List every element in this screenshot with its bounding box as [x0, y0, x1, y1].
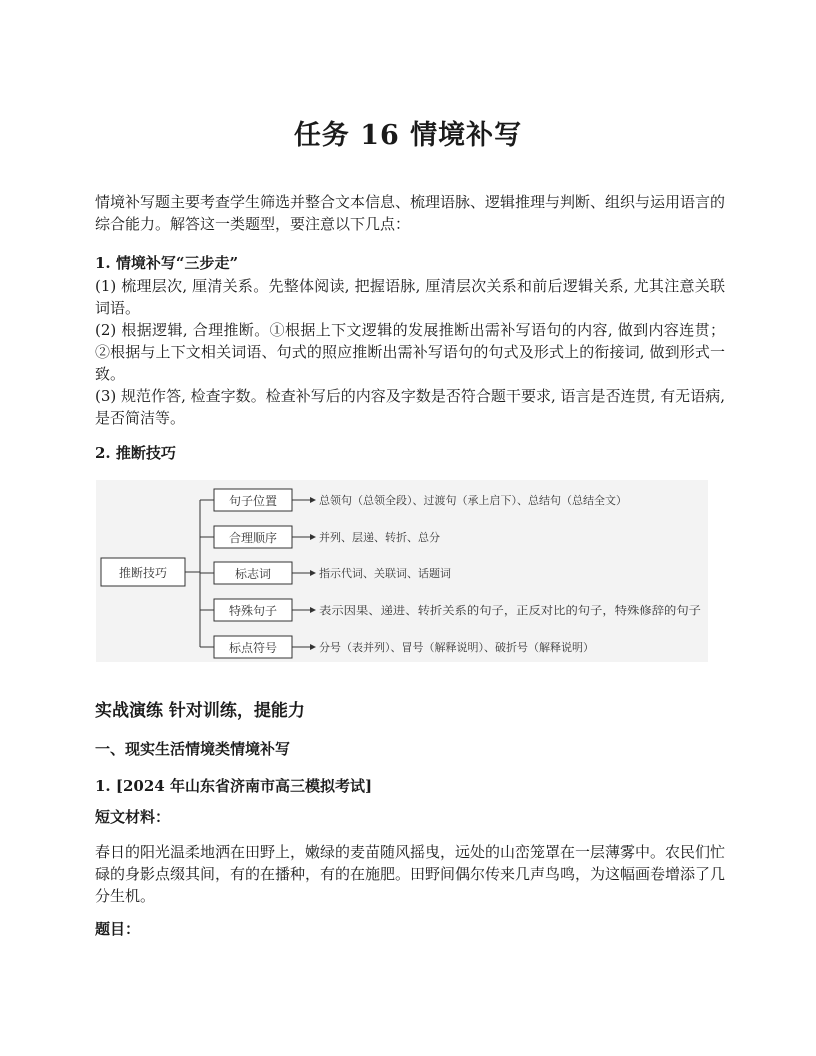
section1-item-2: (2) 根据逻辑, 合理推断。①根据上下文逻辑的发展推断出需补写语句的内容, 做到内容连贯；②根据与上下文相关词语、句式的照应推断出需补写语句的句式及形式上的衔接词, 做到形式一致。 — [95, 321, 725, 383]
question-label: 1. [2024 年山东省济南市高三模拟考试] — [95, 777, 373, 795]
diagram-branch-label-3: 标志词 — [234, 567, 272, 581]
intro-paragraph: 情境补写题主要考查学生筛选并整合文本信息、梳理语脉、逻辑推理与判断、组织与运用语言的综合能力。解答这一类题型，要注意以下几点： — [95, 193, 726, 233]
diagram-branch-desc-3: 指示代词、关联词、话题词 — [319, 567, 451, 580]
arrow-icon — [310, 497, 316, 503]
page-title: 任务 16 情境补写 — [293, 120, 523, 151]
diagram-branch-label-1: 句子位置 — [228, 494, 278, 508]
diagram-branch-label-4: 特殊句子 — [228, 604, 278, 618]
practice-heading: 实战演练 针对训练，提能力 — [95, 701, 305, 721]
diagram-branch-label-2: 合理顺序 — [228, 531, 278, 545]
diagram-root-label: 推断技巧 — [118, 566, 168, 580]
arrow-icon — [310, 570, 316, 576]
arrow-icon — [310, 607, 316, 613]
arrow-icon — [310, 534, 316, 540]
section1-item-1: (1) 梳理层次, 厘清关系。先整体阅读, 把握语脉, 厘清层次关系和前后逻辑关系, 尤其注意关联词语。 — [95, 277, 725, 317]
arrow-icon — [310, 644, 316, 650]
diagram-branch-desc-1: 总领句（总领全段）、过渡句（承上启下）、总结句（总结全文） — [319, 494, 627, 507]
diagram-branch-desc-5: 分号（表并列）、冒号（解释说明）、破折号（解释说明） — [319, 641, 594, 654]
section1-heading: 1. 情境补写“三步走” — [95, 254, 239, 272]
section2-heading: 2. 推断技巧 — [95, 444, 176, 462]
section1-item-3: (3) 规范作答, 检查字数。检查补写后的内容及字数是否符合题干要求, 语言是否连贯, 有无语病, 是否简洁等。 — [95, 387, 725, 427]
diagram-branch-desc-4: 表示因果、递进、转折关系的句子，正反对比的句子，特殊修辞的句子 — [319, 604, 660, 617]
prompt-label: 题目： — [95, 920, 141, 938]
material-label: 短文材料： — [95, 808, 171, 826]
diagram-branch-label-5: 标点符号 — [228, 641, 278, 655]
part1-heading: 一、现实生活情境类情境补写 — [95, 740, 291, 758]
material-paragraph: 春日的阳光温柔地洒在田野上，嫩绿的麦苗随风摇曳，远处的山峦笼罩在一层薄雾中。农民们忙碌的身影点缀其间，有的在播种，有的在施肥。田野间偶尔传来几声鸟鸣，为这幅画卷增添了几分生机。 — [95, 843, 726, 905]
diagram-branch-desc-2: 并列、层递、转折、总分 — [319, 531, 440, 544]
inference-techniques-diagram — [96, 480, 708, 662]
